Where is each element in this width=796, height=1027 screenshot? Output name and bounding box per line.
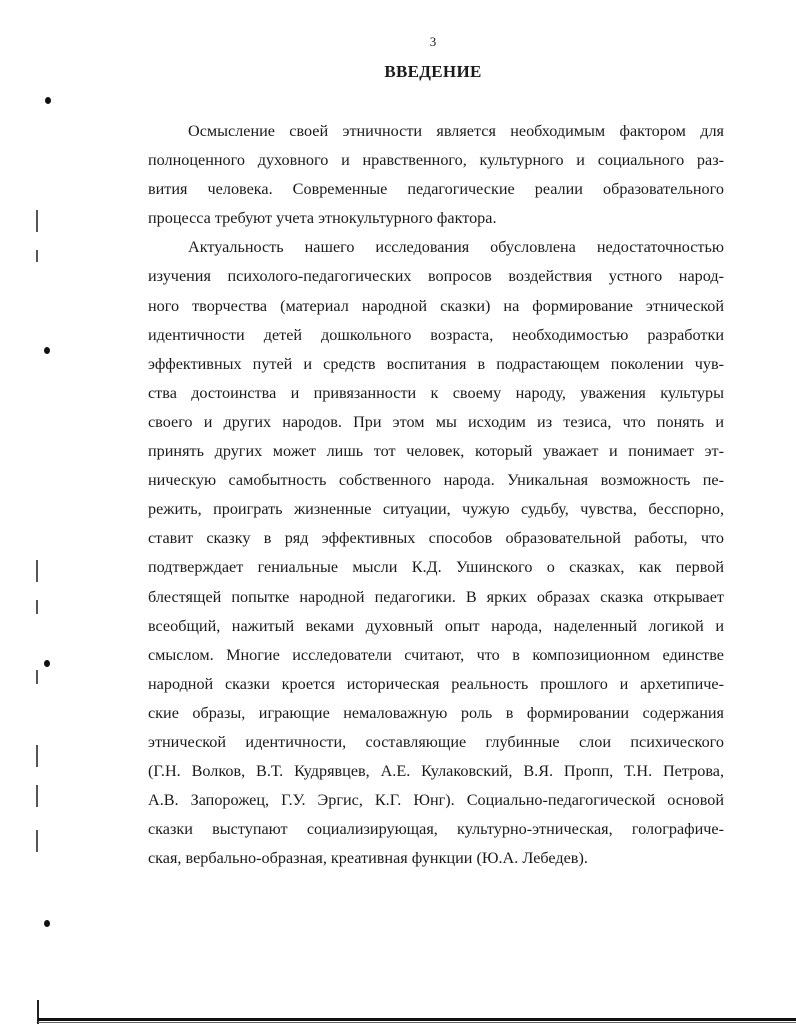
text-line: блестящей попытке народной педагогики. В ярких образах сказка открывает <box>148 587 724 606</box>
text-line: режить, проиграть жизненные ситуации, чужую судьбу, чувства, бесспорно, <box>148 500 724 519</box>
scan-margin-line <box>36 670 38 684</box>
text-line: процесса требуют учета этнокультурного фактора. <box>148 209 497 228</box>
text-line: этнической идентичности, составляющие глубинные слои психического <box>148 732 724 751</box>
scan-margin-line <box>36 210 38 232</box>
scan-margin-line <box>36 560 38 582</box>
text-line: Актуальность нашего исследования обусловлена недостаточностью <box>188 238 724 257</box>
scan-margin-line <box>36 785 38 807</box>
text-line: ства достоинства и привязанности к своему народу, уважения культуры <box>148 383 724 402</box>
body-text <box>148 117 724 873</box>
paragraph-1 <box>148 117 724 233</box>
scan-margin-line <box>36 830 38 852</box>
scan-bottom-edge <box>38 1018 796 1021</box>
text-line: ставит сказку в ряд эффективных способов образовательной работы, что <box>148 529 724 548</box>
text-line: всеобщий, нажитый веками духовный опыт народа, наделенный логикой и <box>148 616 724 635</box>
text-line: народной сказки кроется историческая реальность прошлого и архетипиче- <box>148 674 724 693</box>
text-line: сказки выступают социализирующая, культурно-этническая, голографиче- <box>148 820 724 839</box>
text-line: ские образы, играющие немаловажную роль в формировании содержания <box>148 703 724 722</box>
scan-mark <box>45 97 51 104</box>
scan-margin-line <box>36 250 38 262</box>
text-line: полноценного духовного и нравственного, культурного и социального раз- <box>148 151 724 170</box>
scan-bottom-edge <box>38 1022 796 1023</box>
paragraph-2 <box>148 233 724 873</box>
text-line: своего и других народов. При этом мы исходим из тезиса, что понять и <box>148 412 724 431</box>
scan-mark <box>44 920 50 927</box>
scan-margin-line <box>36 600 38 614</box>
scan-mark <box>44 660 50 667</box>
text-line: ного творчества (материал народной сказки) на формирование этнической <box>148 296 724 315</box>
page-title: ВВЕДЕНИЕ <box>384 62 482 81</box>
text-line: Осмысление своей этничности является необходимым фактором для <box>188 122 724 140</box>
text-line: А.В. Запорожец, Г.У. Эргис, К.Г. Юнг). Социально-педагогической основой <box>148 791 724 810</box>
text-line: (Г.Н. Волков, В.Т. Кудрявцев, А.Е. Кулаковский, В.Я. Пропп, Т.Н. Петрова, <box>148 762 724 781</box>
text-line: ническую самобытность собственного народа. Уникальная возможность пе- <box>148 471 724 490</box>
scan-margin-line <box>36 745 38 767</box>
text-line: вития человека. Современные педагогические реалии образовательного <box>148 180 724 199</box>
text-line: эффективных путей и средств воспитания в подрастающем поколении чув- <box>148 354 724 373</box>
page-number: 3 <box>429 34 437 49</box>
text-line: изучения психолого-педагогических вопросов воздействия устного народ- <box>148 267 724 286</box>
scan-mark <box>44 347 50 354</box>
text-line: ская, вербально-образная, креативная функции (Ю.А. Лебедев). <box>148 849 588 868</box>
text-line: смыслом. Многие исследователи считают, что в композиционном единстве <box>148 645 724 664</box>
text-line: принять других может лишь тот человек, который уважает и понимает эт- <box>148 442 724 461</box>
text-line: идентичности детей дошкольного возраста, необходимостью разработки <box>148 325 724 344</box>
text-line: подтверждает гениальные мысли К.Д. Ушинского о сказках, как первой <box>148 558 724 577</box>
